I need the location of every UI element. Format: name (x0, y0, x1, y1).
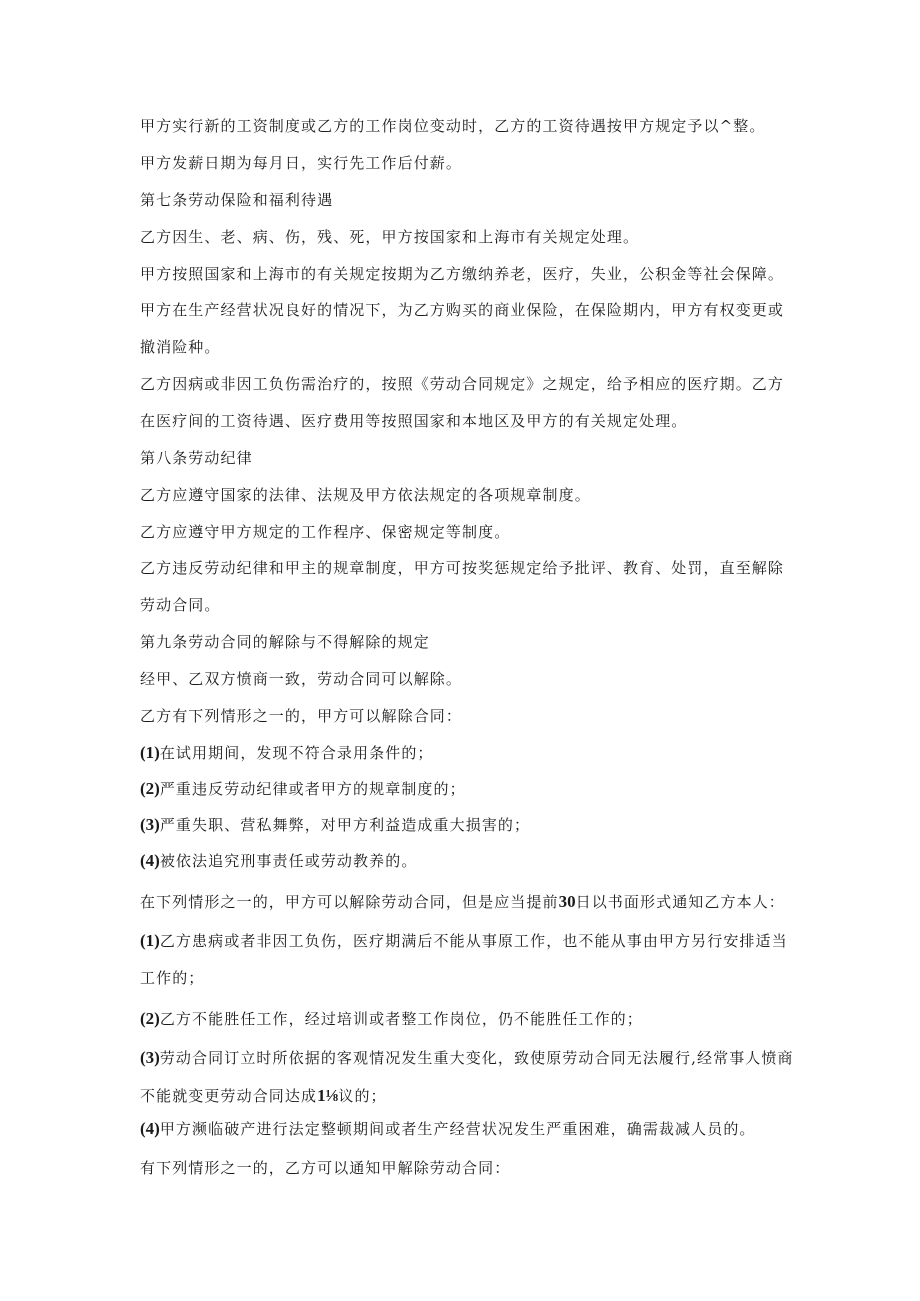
list-item (140, 743, 800, 763)
paragraph-mutual-termination: 经甲、乙双方愤商一致，劳动合同可以解除。 (140, 670, 463, 688)
article-7-heading: 第七条劳动保险和福利待遇 (140, 191, 334, 209)
list-item-number: (3) (140, 815, 160, 834)
paragraph-discipline-violation: 乙方违反劳动纪律和甲主的规章制度，甲方可按奖惩规定给予批评、教育、处罚，直至解除劳动合同。 (140, 559, 785, 614)
paragraph-commercial-insurance: 甲方在生产经营状况良好的情况下，为乙方购买的商业保险，在保险期内，甲方有权变更或撤消险种。 (140, 301, 785, 356)
list-item-mark: 1⅛ (317, 1086, 339, 1105)
paragraph-social-security: 甲方按照国家和上海市的有关规定按期为乙方缴纳养老，医疗，失业，公积金等社会保障。 (140, 265, 785, 283)
list-item (140, 922, 800, 997)
list-item (140, 1039, 800, 1115)
list-item (140, 779, 800, 799)
list-item (140, 1119, 800, 1139)
list-item-text: 被依法追究刑事责任或劳动教养的。 (159, 852, 418, 870)
paragraph-obey-procedures: 乙方应遵守甲方规定的工作程序、保密规定等制度。 (140, 523, 511, 541)
list-item-text: 乙方不能胜任工作，经过培训或者整工作岗位，仍不能胜任工作的； (159, 1010, 643, 1028)
notice-days: 30 (558, 892, 576, 911)
list-item (140, 1009, 800, 1029)
list-item-text: 乙方患病或者非因工负伤，医疗期满后不能从事原工作，也不能从事由甲方另行安排适当工作的； (140, 932, 788, 987)
list-item-text: 甲方濒临破产进行法定整顿期间或者生产经营状况发生严重困难，确需裁减人员的。 (159, 1120, 756, 1138)
paragraph-medical-period: 乙方因病或非因工负伤需治疗的，按照《劳动合同规定》之规定，给予相应的医疗期。乙方在医疗间的工资待遇、医疗费用等按照国家和本地区及甲方的有关规定处理。 (140, 375, 785, 430)
list-item (140, 851, 800, 871)
list-item-number: (1) (140, 743, 160, 762)
list-item-text: 严重违反劳动纪律或者甲方的规章制度的； (159, 780, 466, 798)
list-item-text: 严重失职、营私舞弊，对甲方利益造成重大损害的； (159, 816, 531, 834)
list-item-number: (2) (140, 1009, 160, 1028)
list-item-number: (1) (140, 931, 160, 950)
list-item-number: (4) (140, 851, 160, 870)
article-9-heading: 第九条劳动合同的解除与不得解除的规定 (140, 633, 430, 651)
list-item-text: 劳动合同订立时所依据的客观情况发生重大变化，致使原劳动合同无法履行,经常事人愤商不能就变更劳动合同达成 (140, 1049, 794, 1105)
list-item-number: (3) (140, 1048, 160, 1067)
paragraph-obey-laws: 乙方应遵守国家的法律、法规及甲方依法规定的各项规章制度。 (140, 486, 591, 504)
list-item-number: (2) (140, 779, 160, 798)
list-item-number: (4) (140, 1119, 160, 1138)
notice-text-after: 日以书面形式通知乙方本人： (575, 893, 785, 911)
paragraph-pay-date: 甲方发薪日期为每月日，实行先工作后付薪。 (140, 154, 463, 172)
paragraph-notice-termination (140, 892, 800, 912)
paragraph-injury-handling: 乙方因生、老、病、伤，残、死，甲方按国家和上海市有关规定处理。 (140, 228, 640, 246)
list-item-text: 在试用期间，发现不符合录用条件的； (159, 744, 434, 762)
paragraph-employee-termination-intro: 有下列情形之一的，乙方可以通知甲解除劳动合同： (140, 1159, 511, 1177)
article-8-heading: 第八条劳动纪律 (140, 449, 253, 467)
list-item-text: 议的； (338, 1087, 387, 1105)
paragraph-termination-cases-intro: 乙方有下列情形之一的，甲方可以解除合同： (140, 707, 463, 725)
list-item (140, 815, 800, 835)
notice-text-before: 在下列情形之一的，甲方可以解除劳动合同，但是应当提前 (140, 893, 559, 911)
paragraph-wage-adjustment: 甲方实行新的工资制度或乙方的工作岗位变动时，乙方的工资待遇按甲方规定予以^整。 (140, 117, 766, 135)
